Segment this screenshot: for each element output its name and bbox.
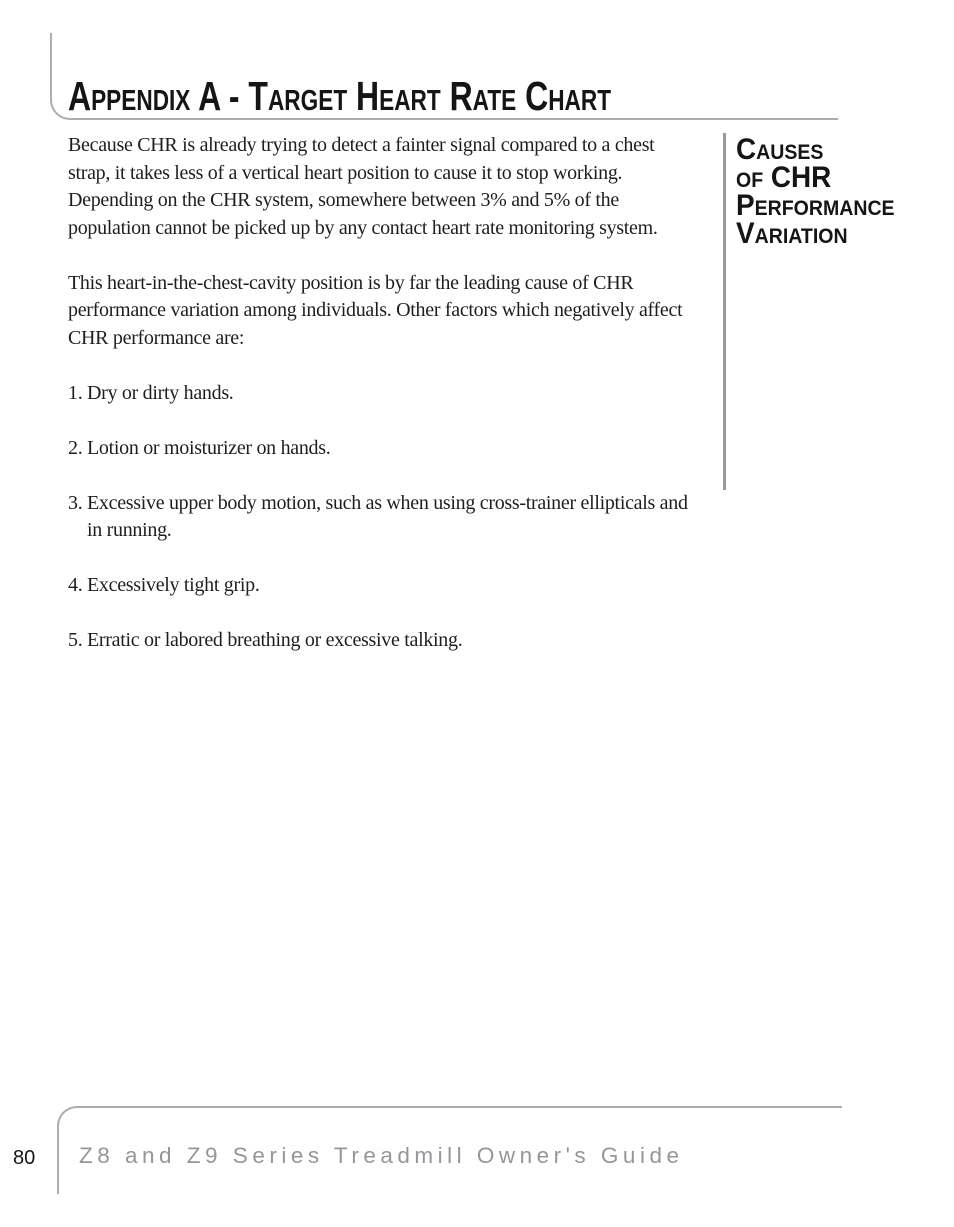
main-content [68, 132, 698, 682]
sidebar-heading [736, 133, 895, 250]
page-number: 80 [13, 1147, 36, 1169]
list-item-number: 5. [68, 629, 83, 651]
sidebar-heading-line: Performance [736, 189, 895, 222]
paragraph: This heart-in-the-chest-cavity position is by far the leading cause of CHR performance variation among individuals. Other factors which negatively affect CHR performance are: [68, 271, 683, 349]
footer-title: Z8 and Z9 Series Treadmill Owner's Guide [79, 1143, 684, 1168]
list-item [68, 572, 698, 600]
list-item [68, 627, 698, 655]
numbered-list [68, 380, 698, 655]
list-item [68, 435, 698, 463]
list-item-number: 1. [68, 381, 83, 404]
list-item-text: Erratic or labored breathing or excessive talking. [87, 629, 463, 651]
list-item-text: Dry or dirty hands. [87, 381, 234, 404]
list-item-text: Excessively tight grip. [87, 574, 260, 596]
list-item-number: 3. [68, 491, 83, 514]
list-item-text: Excessive upper body motion, such as when using cross-trainer ellipticals and in running. [87, 491, 688, 541]
list-item-number: 4. [68, 574, 83, 596]
list-item-text: Lotion or moisturizer on hands. [87, 436, 331, 459]
sidebar-heading-line: Causes [736, 133, 824, 166]
list-item-number: 2. [68, 436, 83, 459]
list-item [68, 490, 698, 545]
sidebar-heading-line: Variation [736, 217, 848, 250]
paragraph: Because CHR is already trying to detect a fainter signal compared to a chest strap, it takes less of a vertical heart position to cause it to stop working. Depending on the CHR system, somewhere between 3% and 5% of the population cannot be picked up by any contact heart rate monitoring system. [68, 134, 658, 239]
list-item [68, 380, 698, 408]
sidebar-rule [723, 133, 726, 490]
page-title: Appendix A - Target Heart Rate Chart [68, 73, 612, 119]
sidebar-heading-line: of CHR [736, 161, 832, 194]
